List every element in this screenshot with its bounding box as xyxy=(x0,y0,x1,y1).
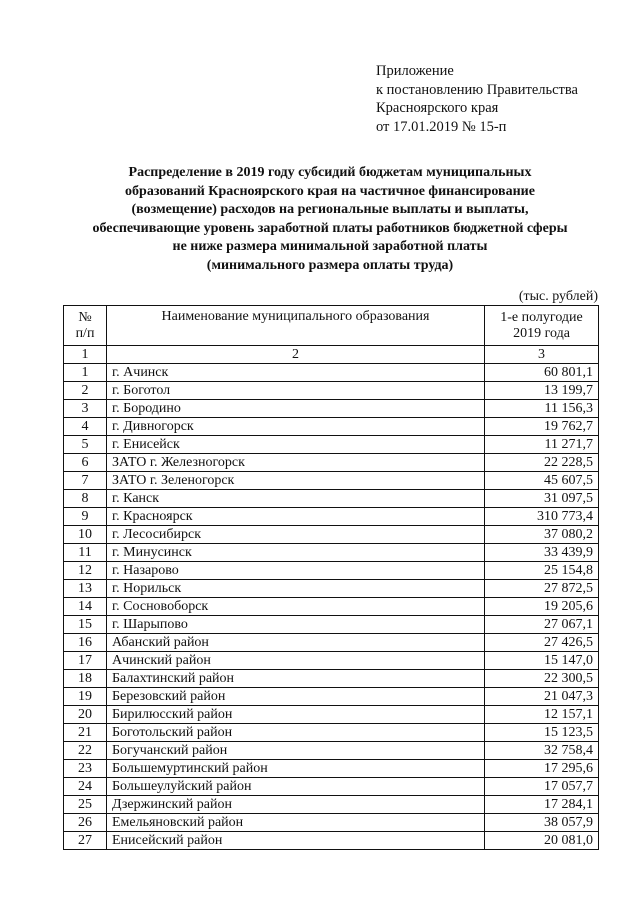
index-cell: 1 xyxy=(64,346,107,364)
subsidy-value: 310 773,4 xyxy=(485,508,599,526)
table-row xyxy=(64,670,599,688)
table-row xyxy=(64,706,599,724)
municipality-name: г. Боготол xyxy=(107,382,485,400)
table-row xyxy=(64,490,599,508)
table-row xyxy=(64,724,599,742)
subsidy-value: 27 872,5 xyxy=(485,580,599,598)
row-number: 16 xyxy=(64,634,107,652)
header-value xyxy=(485,306,599,346)
row-number: 3 xyxy=(64,400,107,418)
row-number: 15 xyxy=(64,616,107,634)
row-number: 22 xyxy=(64,742,107,760)
appendix-line: Приложение xyxy=(376,63,454,79)
row-number: 10 xyxy=(64,526,107,544)
index-cell: 2 xyxy=(107,346,485,364)
row-number: 4 xyxy=(64,418,107,436)
municipality-name: Ачинский район xyxy=(107,652,485,670)
row-number: 2 xyxy=(64,382,107,400)
table-row xyxy=(64,598,599,616)
subsidy-value: 11 156,3 xyxy=(485,400,599,418)
row-number: 21 xyxy=(64,724,107,742)
table-row xyxy=(64,526,599,544)
municipality-name: г. Назарово xyxy=(107,562,485,580)
row-number: 27 xyxy=(64,832,107,850)
municipality-name: г. Ачинск xyxy=(107,364,485,382)
row-number: 23 xyxy=(64,760,107,778)
municipality-name: г. Дивногорск xyxy=(107,418,485,436)
row-number: 14 xyxy=(64,598,107,616)
row-number: 12 xyxy=(64,562,107,580)
title-line: обеспечивающие уровень заработной платы работников бюджетной сферы xyxy=(92,220,568,236)
header-value-line: 2019 года xyxy=(513,325,570,341)
table-row xyxy=(64,580,599,598)
row-number: 25 xyxy=(64,796,107,814)
row-number: 18 xyxy=(64,670,107,688)
subsidy-value: 27 426,5 xyxy=(485,634,599,652)
row-number: 19 xyxy=(64,688,107,706)
table-row xyxy=(64,454,599,472)
appendix-line: от 17.01.2019 № 15-п xyxy=(376,118,507,135)
row-number: 8 xyxy=(64,490,107,508)
municipality-name: Абанский район xyxy=(107,634,485,652)
table-row xyxy=(64,364,599,382)
municipality-name: Енисейский район xyxy=(107,832,485,850)
subsidy-value: 15 147,0 xyxy=(485,652,599,670)
subsidy-value: 17 057,7 xyxy=(485,778,599,796)
table-header-row xyxy=(64,306,599,346)
subsidy-value: 19 762,7 xyxy=(485,418,599,436)
subsidy-value: 38 057,9 xyxy=(485,814,599,832)
table-row xyxy=(64,778,599,796)
municipality-name: г. Бородино xyxy=(107,400,485,418)
subsidy-value: 20 081,0 xyxy=(485,832,599,850)
row-number: 26 xyxy=(64,814,107,832)
appendix-block xyxy=(376,62,578,136)
title-line: (возмещение) расходов на региональные выплаты и выплаты, xyxy=(131,202,529,218)
row-number: 24 xyxy=(64,778,107,796)
municipality-name: г. Сосновоборск xyxy=(107,598,485,616)
table-row xyxy=(64,616,599,634)
table-row xyxy=(64,418,599,436)
subsidy-value: 60 801,1 xyxy=(485,364,599,382)
subsidy-value: 22 228,5 xyxy=(485,454,599,472)
table-row xyxy=(64,832,599,850)
subsidy-value: 17 295,6 xyxy=(485,760,599,778)
row-number: 7 xyxy=(64,472,107,490)
municipality-name: г. Лесосибирск xyxy=(107,526,485,544)
subsidy-value: 15 123,5 xyxy=(485,724,599,742)
municipality-name: Емельяновский район xyxy=(107,814,485,832)
subsidy-value: 17 284,1 xyxy=(485,796,599,814)
subsidy-value: 45 607,5 xyxy=(485,472,599,490)
row-number: 1 xyxy=(64,364,107,382)
subsidy-value: 22 300,5 xyxy=(485,670,599,688)
table-row xyxy=(64,652,599,670)
row-number: 13 xyxy=(64,580,107,598)
row-number: 5 xyxy=(64,436,107,454)
row-number: 20 xyxy=(64,706,107,724)
table-row xyxy=(64,760,599,778)
row-number: 17 xyxy=(64,652,107,670)
title-line: (минимального размера оплаты труда) xyxy=(206,257,454,273)
municipality-name: г. Канск xyxy=(107,490,485,508)
table-index-row xyxy=(64,346,599,364)
table-body xyxy=(64,364,599,850)
subsidy-value: 13 199,7 xyxy=(485,382,599,400)
title-line: не ниже размера минимальной заработной платы xyxy=(172,239,488,255)
table-row xyxy=(64,814,599,832)
subsidy-value: 32 758,4 xyxy=(485,742,599,760)
appendix-line: Красноярского края xyxy=(376,100,499,116)
document-title xyxy=(60,164,600,276)
index-cell: 3 xyxy=(485,346,599,364)
municipality-name: Богучанский район xyxy=(107,742,485,760)
subsidy-value: 25 154,8 xyxy=(485,562,599,580)
subsidy-value: 37 080,2 xyxy=(485,526,599,544)
row-number: 11 xyxy=(64,544,107,562)
municipality-name: Балахтинский район xyxy=(107,670,485,688)
title-line: образований Красноярского края на частичное финансирование xyxy=(125,183,535,199)
municipality-name: ЗАТО г. Зеленогорск xyxy=(107,472,485,490)
table-row xyxy=(64,688,599,706)
header-name: Наименование муниципального образования xyxy=(107,306,485,346)
subsidy-value: 19 205,6 xyxy=(485,598,599,616)
municipality-name: г. Красноярск xyxy=(107,508,485,526)
table-row xyxy=(64,562,599,580)
subsidy-value: 21 047,3 xyxy=(485,688,599,706)
table-row xyxy=(64,544,599,562)
header-number-line: п/п xyxy=(75,325,95,341)
row-number: 9 xyxy=(64,508,107,526)
appendix-line: к постановлению Правительства xyxy=(376,81,578,98)
table-row xyxy=(64,634,599,652)
municipality-name: г. Енисейск xyxy=(107,436,485,454)
table-row xyxy=(64,796,599,814)
header-value-line: 1-е полугодие xyxy=(500,309,583,325)
header-number-line: № xyxy=(78,309,92,325)
municipality-name: Дзержинский район xyxy=(107,796,485,814)
subsidy-value: 31 097,5 xyxy=(485,490,599,508)
municipality-name: ЗАТО г. Железногорск xyxy=(107,454,485,472)
municipality-name: Бирилюсский район xyxy=(107,706,485,724)
subsidy-value: 27 067,1 xyxy=(485,616,599,634)
units-note: (тыс. рублей) xyxy=(518,289,598,304)
municipality-name: Большемуртинский район xyxy=(107,760,485,778)
row-number: 6 xyxy=(64,454,107,472)
table-row xyxy=(64,400,599,418)
subsidy-value: 12 157,1 xyxy=(485,706,599,724)
municipality-name: Березовский район xyxy=(107,688,485,706)
municipality-name: г. Норильск xyxy=(107,580,485,598)
subsidy-value: 33 439,9 xyxy=(485,544,599,562)
municipality-name: Большеулуйский район xyxy=(107,778,485,796)
header-number xyxy=(64,306,107,346)
table-row xyxy=(64,382,599,400)
table-row xyxy=(64,472,599,490)
subsidy-table xyxy=(63,305,599,850)
table-row xyxy=(64,742,599,760)
subsidy-value: 11 271,7 xyxy=(485,436,599,454)
municipality-name: г. Минусинск xyxy=(107,544,485,562)
municipality-name: Боготольский район xyxy=(107,724,485,742)
table-row xyxy=(64,436,599,454)
title-line: Распределение в 2019 году субсидий бюджетам муниципальных xyxy=(128,165,532,180)
municipality-name: г. Шарыпово xyxy=(107,616,485,634)
table-row xyxy=(64,508,599,526)
